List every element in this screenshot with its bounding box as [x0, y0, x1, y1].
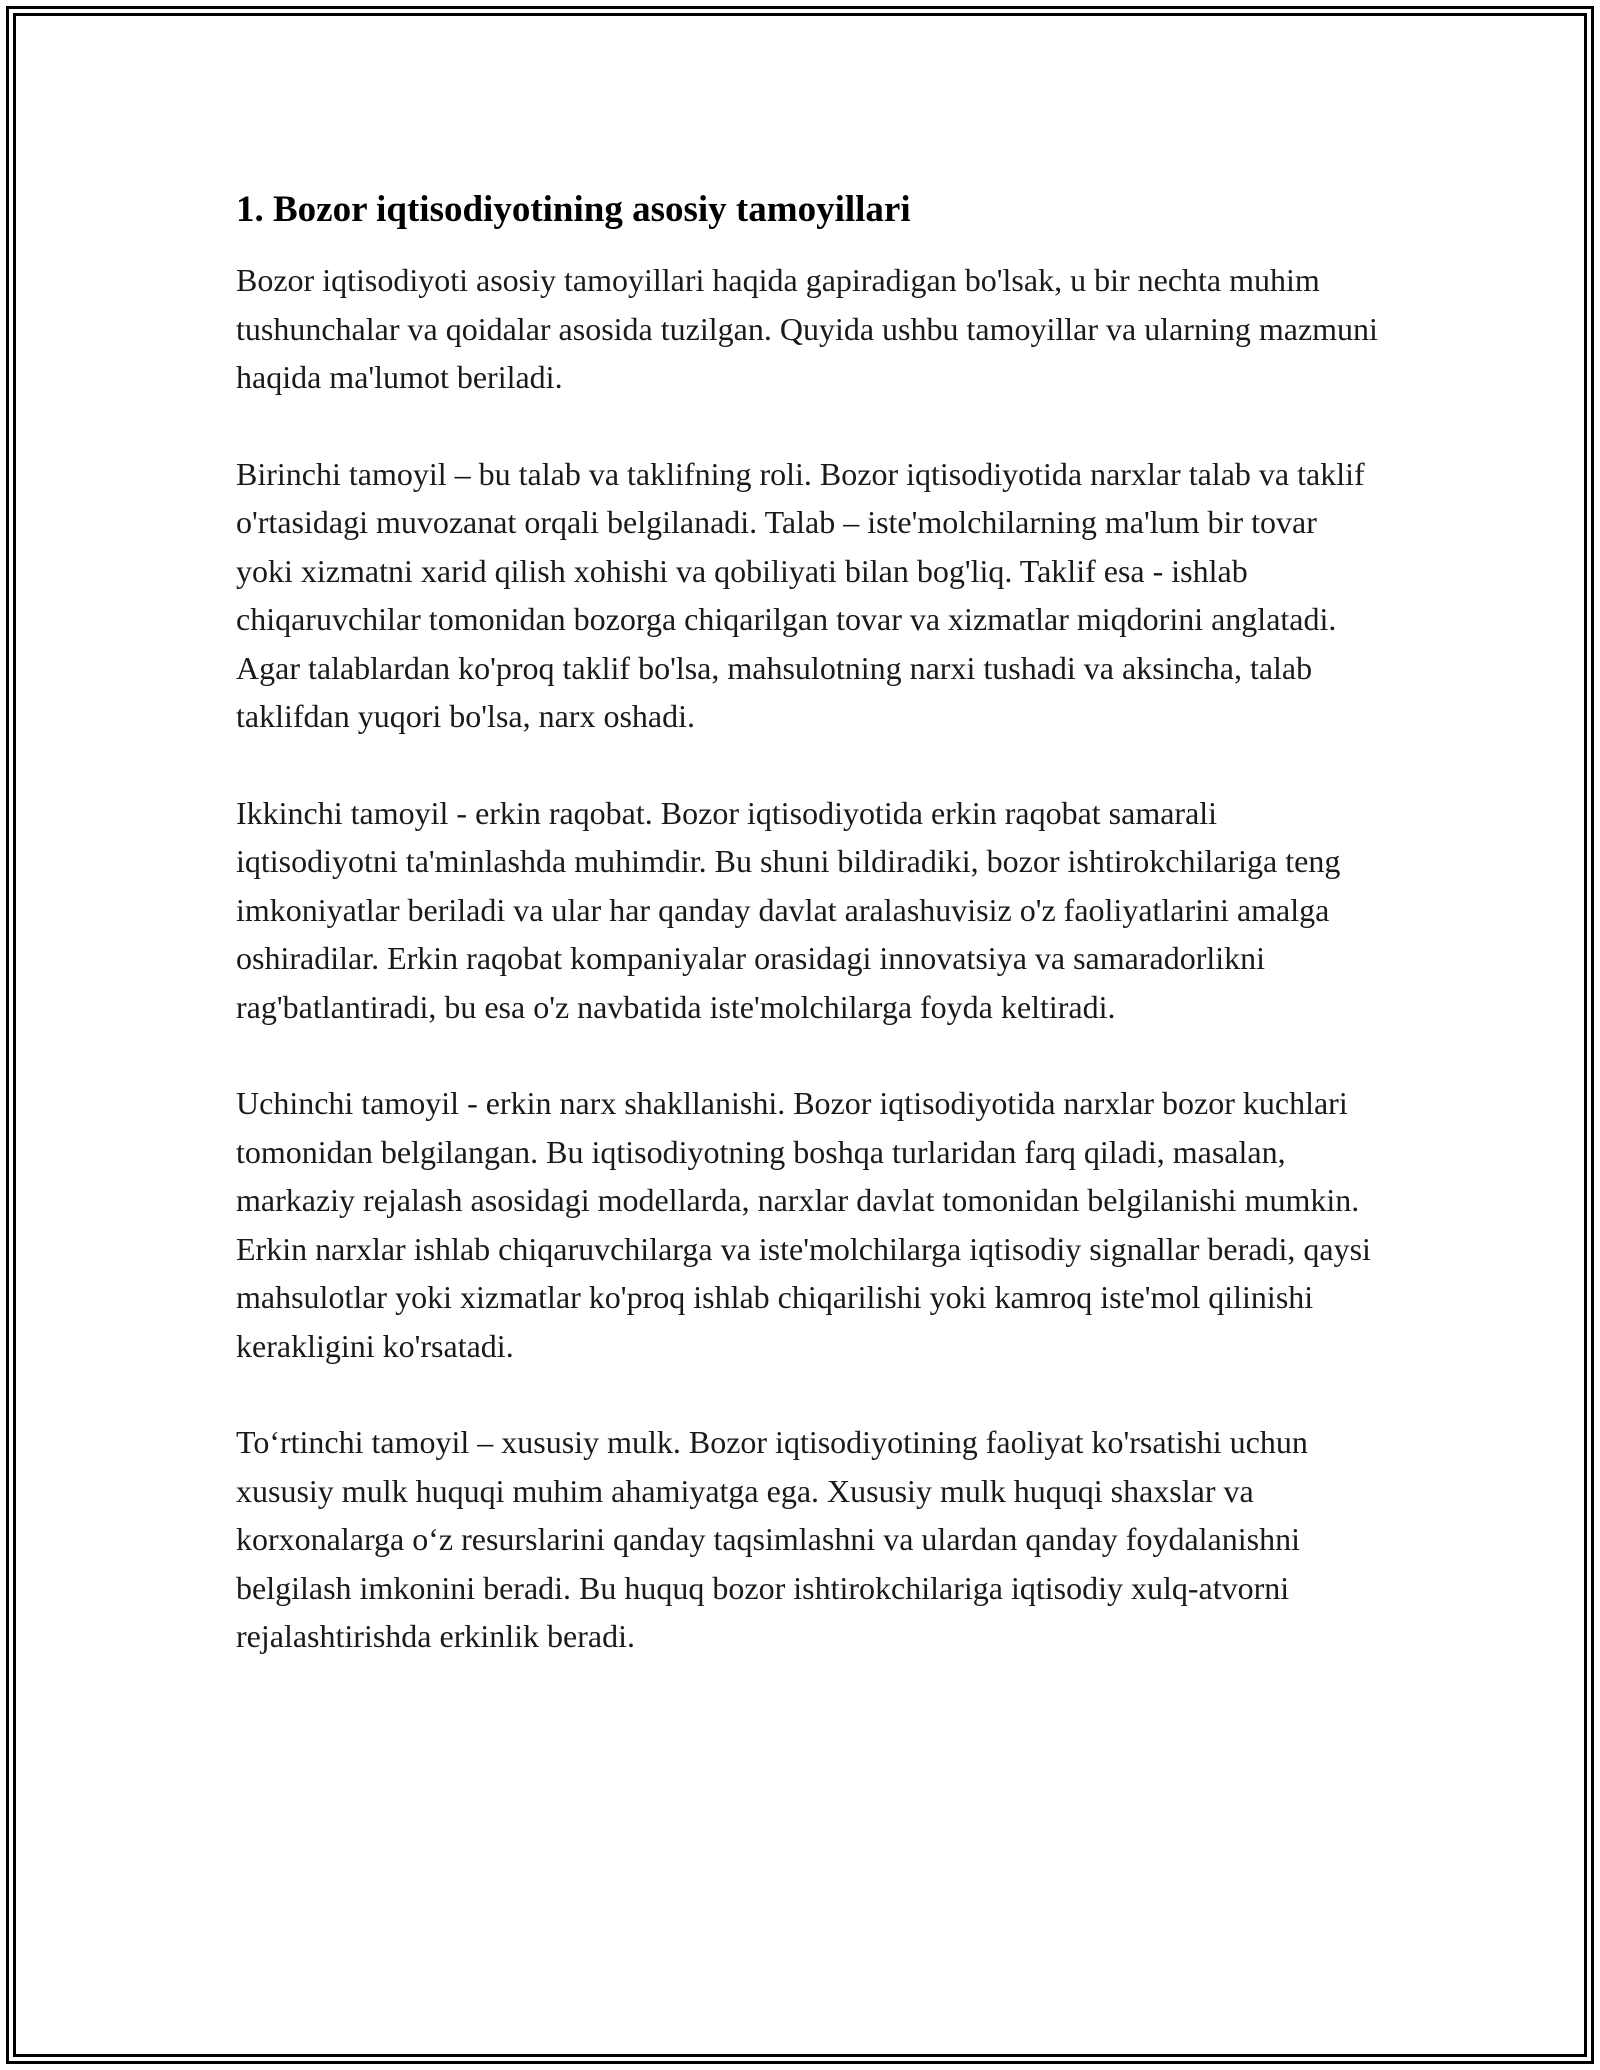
paragraph-intro: Bozor iqtisodiyoti asosiy tamoyillari haqida gapiradigan bo'lsak, u bir nechta muhim tushunchalar va qoidalar asosida tuzilgan. Quyida ushbu tamoyillar va ularning mazmuni haqida ma'lumot beriladi.	[236, 262, 1378, 395]
paragraph-third-principle: Uchinchi tamoyil - erkin narx shakllanishi. Bozor iqtisodiyotida narxlar bozor kuchlari tomonidan belgilangan. Bu iqtisodiyotning boshqa turlaridan farq qiladi, masalan, markaziy rejalash asosidagi modellarda, narxlar davlat tomonidan belgilanishi mumkin. Erkin narxlar ishlab chiqaruvchilarga va iste'molchilarga iqtisodiy signallar beradi, qaysi mahsulotlar yoki xizmatlar ko'proq ishlab chiqarilishi yoki kamroq iste'mol qilinishi kerakligini ko'rsatadi.	[236, 1085, 1371, 1364]
paragraph-first-principle: Birinchi tamoyil – bu talab va taklifning roli. Bozor iqtisodiyotida narxlar talab va taklif o'rtasidagi muvozanat orqali belgilanadi. Talab – iste'molchilarning ma'lum bir tovar yoki xizmatni xarid qilish xohishi va qobiliyati bilan bog'liq. Taklif esa - ishlab chiqaruvchilar tomonidan bozorga chiqarilgan tovar va xizmatlar miqdorini anglatadi. Agar talablardan ko'proq taklif bo'lsa, mahsulotning narxi tushadi va aksincha, talab taklifdan yuqori bo'lsa, narx oshadi.	[236, 455, 1365, 734]
document-body	[236, 186, 1380, 1709]
section-heading: 1. Bozor iqtisodiyotining asosiy tamoyillari	[236, 189, 911, 230]
paragraph-second-principle: Ikkinchi tamoyil - erkin raqobat. Bozor iqtisodiyotida erkin raqobat samarali iqtisodiyotni ta'minlashda muhimdir. Bu shuni bildiradiki, bozor ishtirokchilariga teng imkoniyatlar beriladi va ular har qanday davlat aralashuvisiz o'z faoliyatlarini amalga oshiradilar. Erkin raqobat kompaniyalar orasidagi innovatsiya va samaradorlikni rag'batlantiradi, bu esa o'z navbatida iste'molchilarga foyda keltiradi.	[236, 794, 1341, 1025]
paragraph-fourth-principle: To‘rtinchi tamoyil – xususiy mulk. Bozor iqtisodiyotining faoliyat ko'rsatishi uchun xususiy mulk huquqi muhim ahamiyatga ega. Xususiy mulk huquqi shaxslar va korxonalarga o‘z resurslarini qanday taqsimlashni va ulardan qanday foydalanishni belgilash imkonini beradi. Bu huquq bozor ishtirokchilariga iqtisodiy xulq-atvorni rejalashtirishda erkinlik beradi.	[236, 1424, 1308, 1654]
